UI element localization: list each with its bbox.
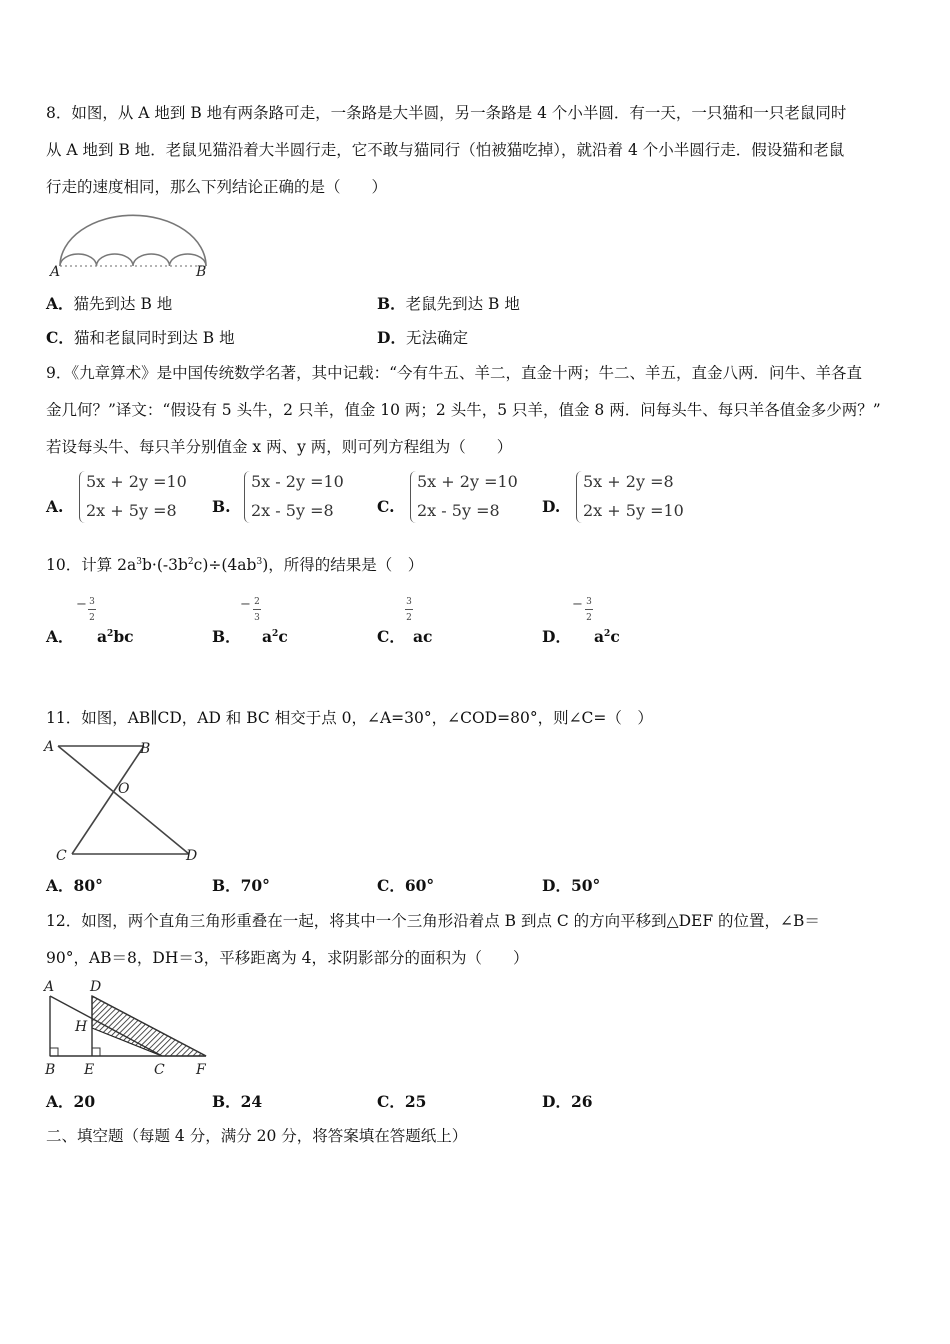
q10-exp2: 2 [187, 556, 194, 567]
q10-option-c[interactable] [377, 627, 405, 647]
q10-option-b[interactable] [212, 627, 241, 647]
q12-label-b: B [45, 1062, 56, 1078]
q12-label-f: F [196, 1062, 206, 1078]
q10-c-den: 2 [406, 613, 412, 623]
q8-line3: 行走的速度相同，那么下列结论正确的是（ ） [46, 178, 388, 196]
q10-c-expr [413, 627, 432, 647]
q8-fig-label-b: B [196, 264, 207, 280]
brace-icon [576, 471, 583, 523]
option-text: 50° [570, 876, 601, 895]
q10-mid2: c)÷(4ab [193, 556, 257, 574]
q12-label-e: E [84, 1062, 95, 1078]
option-label: A． [46, 627, 74, 646]
q10-option-d[interactable] [542, 627, 571, 647]
q9-line3: 若设每头牛、每只羊分别值金 x 两、y 两，则可列方程组为（ ） [46, 438, 513, 456]
q10-prefix: 10．计算 2a [46, 556, 137, 574]
fraction-bar [585, 609, 593, 610]
q10-c-num: 3 [406, 597, 412, 607]
q8-option-c[interactable] [46, 328, 235, 348]
q10-b-expr [262, 627, 288, 647]
q11-label-d: D [186, 848, 198, 864]
expr-base: a [262, 627, 273, 646]
option-label: B． [212, 876, 241, 895]
q9-c-eq1: 5x + 2y =10 [417, 472, 518, 491]
option-label: B. [212, 497, 231, 516]
option-label: A． [46, 294, 74, 313]
q10-a-sign: − [76, 597, 87, 612]
q12-line1: 12．如图，两个直角三角形重叠在一起，将其中一个三角形沿着点 B 到点 C 的方向平移到△DEF 的位置，∠B＝ [46, 912, 820, 930]
option-text: 猫先到达 B 地 [73, 295, 173, 313]
q8-option-b[interactable] [377, 294, 520, 314]
option-text: 26 [570, 1092, 593, 1111]
section-2-heading: 二、填空题（每题 4 分，满分 20 分，将答案填在答题纸上） [46, 1127, 468, 1145]
option-text: 20 [73, 1092, 96, 1111]
q11-option-b[interactable] [212, 876, 270, 896]
q10-d-sign: − [572, 597, 583, 612]
q9-b-eq2: 2x - 5y =8 [251, 501, 334, 520]
q10-d-den: 2 [586, 613, 592, 623]
q9-a-eq2: 2x + 5y =8 [86, 501, 177, 520]
q8-fig-label-a: A [50, 264, 61, 280]
q12-label-h: H [75, 1019, 88, 1035]
fraction-bar [405, 609, 413, 610]
option-label: B． [377, 294, 406, 313]
q10-a-expr [97, 627, 134, 647]
q10-a-num: 3 [89, 597, 95, 607]
q9-option-a[interactable] [46, 497, 63, 517]
q9-c-eq2: 2x - 5y =8 [417, 501, 500, 520]
expr-rest: bc [113, 627, 134, 646]
option-text: 猫和老鼠同时到达 B 地 [73, 329, 235, 347]
q11-option-c[interactable] [377, 876, 434, 896]
q11-label-a: A [44, 739, 55, 755]
brace-icon [410, 471, 417, 523]
option-text: 80° [73, 876, 103, 895]
option-label: C． [377, 627, 405, 646]
q8-option-a[interactable] [46, 294, 172, 314]
expr-base: a [594, 627, 605, 646]
q10-b-sign: − [240, 597, 251, 612]
q8-option-d[interactable] [377, 328, 468, 348]
q12-figure [44, 978, 216, 1078]
expr-exp: 2 [107, 628, 114, 639]
expr-base: ac [413, 627, 433, 646]
option-text: 70° [240, 876, 270, 895]
option-label: D． [542, 1092, 571, 1111]
q11-label-b: B [140, 741, 151, 757]
q10-exp3: 3 [256, 556, 263, 567]
q8-figure [48, 208, 218, 280]
option-label: D． [542, 876, 571, 895]
q11-line1: 11．如图，AB∥CD，AD 和 BC 相交于点 0，∠A=30°，∠COD=80°，则∠C=（ ） [46, 709, 653, 727]
fraction-bar [253, 609, 261, 610]
q8-line1: 8．如图，从 A 地到 B 地有两条路可走，一条路是大半圆，另一条路是 4 个小半圆．有一天，一只猫和一只老鼠同时 [46, 104, 847, 122]
q9-b-eq1: 5x - 2y =10 [251, 472, 344, 491]
option-text: 25 [404, 1092, 427, 1111]
option-label: C. [377, 497, 395, 516]
q9-d-eq1: 5x + 2y =8 [583, 472, 674, 491]
option-label: C． [377, 1092, 405, 1111]
q12-label-d: D [90, 979, 102, 995]
q11-option-d[interactable] [542, 876, 600, 896]
expr-exp: 2 [272, 628, 279, 639]
option-label: C． [46, 328, 74, 347]
q12-option-c[interactable] [377, 1092, 426, 1112]
option-label: A． [46, 876, 74, 895]
brace-icon [79, 471, 86, 523]
q10-b-num: 2 [254, 597, 260, 607]
q10-a-den: 2 [89, 613, 95, 623]
option-label: D. [542, 497, 561, 516]
option-text: 老鼠先到达 B 地 [405, 295, 520, 313]
q12-option-d[interactable] [542, 1092, 593, 1112]
q9-a-eq1: 5x + 2y =10 [86, 472, 187, 491]
q10-d-expr [594, 627, 620, 647]
q10-d-num: 3 [586, 597, 592, 607]
expr-rest: c [610, 627, 620, 646]
q9-d-eq2: 2x + 5y =10 [583, 501, 684, 520]
q8-line2: 从 A 地到 B 地．老鼠见猫沿着大半圆行走，它不敢与猫同行（怕被猫吃掉），就沿着 4 个小半圆行走．假设猫和老鼠 [46, 141, 845, 159]
q10-b-den: 3 [254, 613, 260, 623]
q9-option-d[interactable] [542, 497, 560, 517]
q10-stem [46, 555, 423, 575]
q12-option-a[interactable] [46, 1092, 95, 1112]
q12-label-a: A [44, 979, 55, 995]
q11-label-c: C [56, 848, 67, 864]
q10-suffix: )，所得的结果是（ ） [262, 556, 424, 574]
option-label: B． [212, 1092, 241, 1111]
option-label: A． [46, 1092, 74, 1111]
fraction-bar [88, 609, 96, 610]
expr-exp: 2 [604, 628, 611, 639]
option-text: 60° [404, 876, 435, 895]
option-label: D． [542, 627, 571, 646]
q12-option-b[interactable] [212, 1092, 262, 1112]
q9-line1: 9．《九章算术》是中国传统数学名著，其中记载：“今有牛五、羊二，直金十两；牛二、羊五，直金八两．问牛、羊各直 [46, 364, 863, 382]
option-text: 无法确定 [405, 329, 468, 347]
option-label: C． [377, 876, 405, 895]
q9-option-c[interactable] [377, 497, 394, 517]
expr-rest: c [278, 627, 288, 646]
brace-icon [244, 471, 251, 523]
q12-line2: 90°，AB＝8，DH＝3，平移距离为 4，求阴影部分的面积为（ ） [46, 949, 529, 967]
option-label: D． [377, 328, 406, 347]
option-label: A. [46, 497, 64, 516]
q10-exp1: 3 [136, 556, 142, 567]
q10-mid1: b·(-3b [142, 556, 188, 574]
q9-option-b[interactable] [212, 497, 231, 517]
option-text: 24 [240, 1092, 263, 1111]
q10-option-a[interactable] [46, 627, 74, 647]
q11-figure [44, 736, 204, 864]
q11-label-o: O [118, 781, 130, 797]
q11-option-a[interactable] [46, 876, 103, 896]
expr-base: a [97, 627, 108, 646]
q9-line2: 金几何？”译文：“假设有 5 头牛，2 只羊，值金 10 两；2 头牛，5 只羊，值金 8 两．问每头牛、每只羊各值金多少两？” [46, 401, 881, 419]
q12-label-c: C [154, 1062, 165, 1078]
option-label: B． [212, 627, 241, 646]
